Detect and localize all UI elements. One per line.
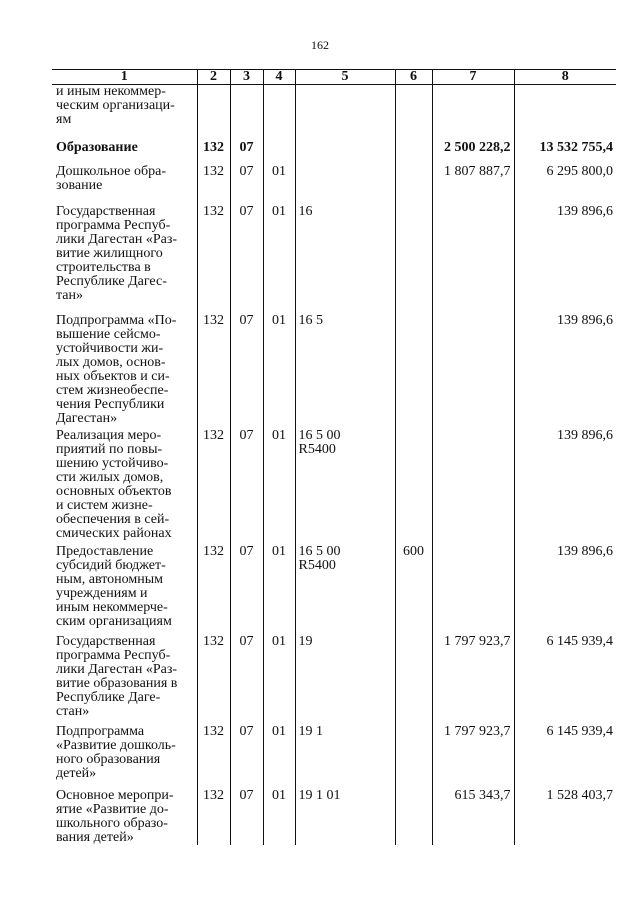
cell-section: 07 xyxy=(230,314,263,429)
cell-subsection xyxy=(263,85,295,138)
table-header-row xyxy=(52,70,616,85)
cell-ministry-code: 132 xyxy=(197,165,230,205)
column-header: 8 xyxy=(514,70,616,85)
cell-expense-type xyxy=(395,725,432,789)
page-number: 162 xyxy=(311,38,329,52)
cell-target-article: 16 xyxy=(295,205,395,314)
row-name: Государственная программа Респуб- лики Дагестан «Раз- витие образования в Республике Даге- стан» xyxy=(56,634,178,719)
table-row xyxy=(52,429,616,545)
column-header: 1 xyxy=(52,70,197,85)
cell-amount-2 xyxy=(514,85,616,138)
cell-section: 07 xyxy=(230,165,263,205)
cell-ministry-code xyxy=(197,85,230,138)
table-row xyxy=(52,635,616,725)
row-name: Предоставление субсидий бюджет- ным, автономным учреждениям и иным некоммерче- ским организациям xyxy=(56,544,172,629)
row-name: Реализация меро- приятий по повы- шению устойчиво- сти жилых домов, основных объектов и систем жизне- обеспечения в сей- смических районах xyxy=(56,428,172,541)
cell-target-article: 19 xyxy=(295,635,395,725)
budget-table xyxy=(52,69,616,845)
cell-amount-1: 615 343,7 xyxy=(432,789,514,845)
cell-amount-2: 6 295 800,0 xyxy=(514,165,616,205)
cell-amount-1 xyxy=(432,314,514,429)
row-name: Основное меропри- ятие «Развитие до- школьного образо- вания детей» xyxy=(56,788,174,845)
column-header: 6 xyxy=(395,70,432,85)
cell-expense-type xyxy=(395,789,432,845)
cell-amount-1 xyxy=(432,205,514,314)
table-row xyxy=(52,789,616,845)
cell-ministry-code: 132 xyxy=(197,429,230,545)
column-header: 2 xyxy=(197,70,230,85)
cell-ministry-code: 132 xyxy=(197,725,230,789)
table-row xyxy=(52,725,616,789)
cell-section: 07 xyxy=(230,545,263,635)
column-header: 4 xyxy=(263,70,295,85)
table-row xyxy=(52,165,616,205)
table-row xyxy=(52,85,616,138)
cell-subsection: 01 xyxy=(263,725,295,789)
cell-expense-type xyxy=(395,137,432,165)
row-name: Дошкольное обра- зование xyxy=(56,164,166,193)
cell-subsection: 01 xyxy=(263,314,295,429)
table-row xyxy=(52,137,616,165)
column-header: 5 xyxy=(295,70,395,85)
cell-amount-1 xyxy=(432,545,514,635)
cell-target-article: 16 5 00 R5400 xyxy=(295,429,395,545)
cell-section: 07 xyxy=(230,205,263,314)
cell-section: 07 xyxy=(230,137,263,165)
cell-subsection: 01 xyxy=(263,545,295,635)
cell-ministry-code: 132 xyxy=(197,635,230,725)
cell-amount-1 xyxy=(432,85,514,138)
row-name: Государственная программа Респуб- лики Дагестан «Раз- витие жилищного строительства в Республике Дагес- тан» xyxy=(56,204,178,303)
cell-section: 07 xyxy=(230,429,263,545)
row-name: Образование xyxy=(56,140,138,155)
cell-expense-type xyxy=(395,314,432,429)
cell-expense-type xyxy=(395,205,432,314)
cell-section: 07 xyxy=(230,725,263,789)
cell-ministry-code: 132 xyxy=(197,545,230,635)
cell-amount-2: 139 896,6 xyxy=(514,545,616,635)
row-name: и иным некоммер- ческим организаци- ям xyxy=(56,84,175,127)
cell-expense-type xyxy=(395,429,432,545)
cell-subsection: 01 xyxy=(263,635,295,725)
cell-ministry-code: 132 xyxy=(197,789,230,845)
cell-target-article: 16 5 00 R5400 xyxy=(295,545,395,635)
cell-ministry-code: 132 xyxy=(197,137,230,165)
cell-expense-type: 600 xyxy=(395,545,432,635)
cell-subsection: 01 xyxy=(263,165,295,205)
cell-amount-1: 1 797 923,7 xyxy=(432,635,514,725)
cell-amount-1: 1 797 923,7 xyxy=(432,725,514,789)
cell-ministry-code: 132 xyxy=(197,314,230,429)
cell-amount-2: 1 528 403,7 xyxy=(514,789,616,845)
cell-amount-2: 6 145 939,4 xyxy=(514,725,616,789)
cell-target-article xyxy=(295,165,395,205)
cell-subsection: 01 xyxy=(263,205,295,314)
cell-subsection xyxy=(263,137,295,165)
cell-amount-2: 139 896,6 xyxy=(514,314,616,429)
cell-amount-2: 139 896,6 xyxy=(514,205,616,314)
cell-expense-type xyxy=(395,635,432,725)
column-header: 7 xyxy=(432,70,514,85)
cell-subsection: 01 xyxy=(263,789,295,845)
row-name: Подпрограмма «Развитие дошколь- ного образования детей» xyxy=(56,724,176,781)
table-row xyxy=(52,545,616,635)
cell-target-article xyxy=(295,85,395,138)
cell-amount-2: 13 532 755,4 xyxy=(514,137,616,165)
cell-ministry-code: 132 xyxy=(197,205,230,314)
cell-section: 07 xyxy=(230,789,263,845)
column-header: 3 xyxy=(230,70,263,85)
cell-amount-2: 139 896,6 xyxy=(514,429,616,545)
cell-amount-1 xyxy=(432,429,514,545)
cell-target-article: 19 1 xyxy=(295,725,395,789)
cell-amount-1: 1 807 887,7 xyxy=(432,165,514,205)
table-row xyxy=(52,314,616,429)
table-row xyxy=(52,205,616,314)
cell-expense-type xyxy=(395,85,432,138)
cell-amount-1: 2 500 228,2 xyxy=(432,137,514,165)
cell-subsection: 01 xyxy=(263,429,295,545)
cell-expense-type xyxy=(395,165,432,205)
cell-target-article: 19 1 01 xyxy=(295,789,395,845)
row-name: Подпрограмма «По- вышение сейсмо- устойчивости жи- лых домов, основ- ных объектов и си- стем жизнеобеспе- чения Республики Дагестан» xyxy=(56,313,177,426)
cell-amount-2: 6 145 939,4 xyxy=(514,635,616,725)
cell-section: 07 xyxy=(230,635,263,725)
cell-section xyxy=(230,85,263,138)
cell-target-article: 16 5 xyxy=(295,314,395,429)
cell-target-article xyxy=(295,137,395,165)
